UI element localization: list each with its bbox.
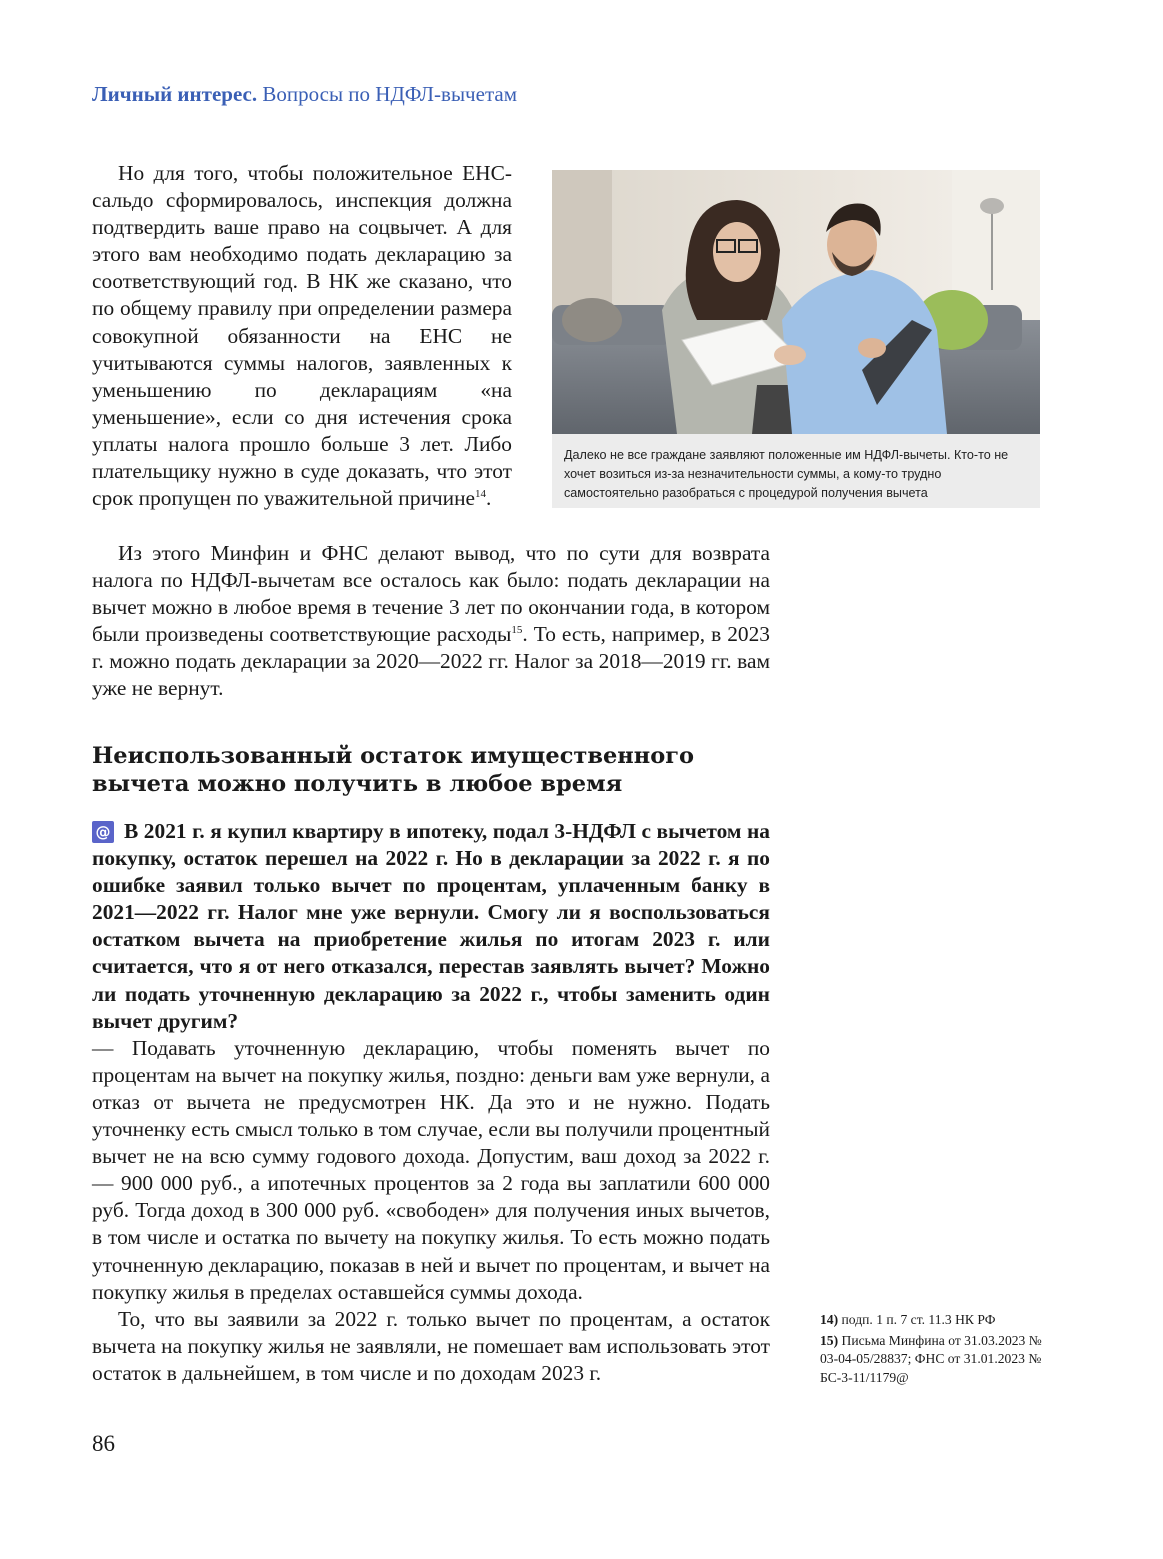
intro-column: [92, 160, 512, 512]
section-title: Неиспользованный остаток имущественного вычета можно получить в любое время: [92, 743, 695, 797]
footnote-ref-15[interactable]: 15: [511, 624, 523, 637]
intro-paragraph-end: .: [486, 486, 492, 511]
second-paragraph-text: Из этого Минфин и ФНС делают вывод, что по сути для возврата налога по НДФЛ-вычетам все осталось как было: подать декларации на вычет можно в любое время в течение 3 лет по окончании года, в котором были произведены соответствующие расходы: [92, 541, 770, 647]
photo-illustration: [552, 170, 1040, 434]
intro-paragraph-text: Но для того, чтобы положительное ЕНС-сальдо сформировалось, инспекция должна подтвердить ваше право на соцвычет. А для этого вам необходимо подать декларацию за соответствующий год. В НК же сказано, что по общему правилу при определении размера совокупной обязанности на ЕНС не учитываются суммы налогов, заявленных к уменьшению по декларациям «на уменьшение», если со дня истечения срока уплаты налога прошло больше 3 лет. Либо плательщику нужно в суде доказать, что этот срок пропущен по уважительной причине: [92, 161, 512, 511]
running-head-section: Личный интерес.: [92, 82, 258, 106]
question: [92, 818, 770, 1035]
footnote-text: Письма Минфина от 31.03.2023 № 03-04-05/28837; ФНС от 31.01.2023 № БС-3-11/1179@: [820, 1332, 1042, 1385]
photo-couple-reviewing-documents: [552, 170, 1040, 434]
answer-paragraph-1: — Подавать уточненную декларацию, чтобы поменять вычет по процентам на вычет на покупку жилья, поздно: деньги вам уже вернули, а отказ от вычета не предусмотрен НК. Да это и не нужно. Подать уточненку есть смысл только в том случае, если вы получили процентный вычет не на всю сумму годового дохода. Допустим, ваш доход за 2022 г. — 900 000 руб., а ипотечных процентов за 2 года вы заплатили 600 000 руб. Тогда доход в 300 000 руб. «свободен» для получения иных вычетов, в том числе и остатка по вычету на покупку жилья. То есть можно подать уточненную декларацию, показав в ней и вычет по процентам, и вычет на покупку жилья в пределах оставшейся суммы дохода.: [92, 1035, 770, 1304]
answer-paragraph-2: То, что вы заявили за 2022 г. только вычет по процентам, а остаток вычета на покупку жилья не заявляли, не помешает вам использовать этот остаток в дальнейшем, в том числе и по доходам 2023 г.: [92, 1306, 770, 1385]
footnotes: [820, 1311, 1050, 1389]
footnote-number: 15): [820, 1332, 839, 1348]
page-number: 86: [92, 1431, 115, 1456]
footnote-ref-14[interactable]: 14: [475, 488, 487, 500]
question-text: В 2021 г. я купил квартиру в ипотеку, подал 3-НДФЛ с вычетом на покупку, остаток перешел на 2022 г. Но в декларации за 2022 г. я по ошибке заявил только вычет по процентам, уплаченным банку в 2021—2022 гг. Налог мне уже вернули. Смогу ли я воспользоваться остатком вычета на приобретение жилья по итогам 2023 г. или считается, что я от него отказался, перестав заявлять вычет? Можно ли подать уточненную декларацию за 2022 г., чтобы заменить один вычет другим?: [92, 819, 770, 1033]
running-head-topic: Вопросы по НДФЛ-вычетам: [262, 82, 517, 106]
qa-block: [92, 818, 770, 1387]
footnote-14: [820, 1311, 1050, 1330]
footnote-number: 14): [820, 1312, 839, 1327]
email-question-icon: @: [92, 821, 114, 843]
second-paragraph-tail: . То есть, например, в 2023 г. можно подать декларации за 2020—2022 гг. Налог за 2018—2019 гг. вам уже не вернут.: [92, 622, 771, 701]
footnote-text: подп. 1 п. 7 ст. 11.3 НК РФ: [841, 1312, 996, 1327]
second-paragraph: [92, 540, 770, 703]
intro-paragraph: [92, 160, 512, 512]
footnote-15: [820, 1332, 1050, 1388]
running-head: [92, 82, 517, 107]
photo-caption: Далеко не все граждане заявляют положенные им НДФЛ-вычеты. Кто-то не хочет возиться из-за незначительности суммы, а кому-то трудно самостоятельно разобраться с процедурой получения вычета: [552, 434, 1040, 508]
second-column: [92, 540, 770, 703]
